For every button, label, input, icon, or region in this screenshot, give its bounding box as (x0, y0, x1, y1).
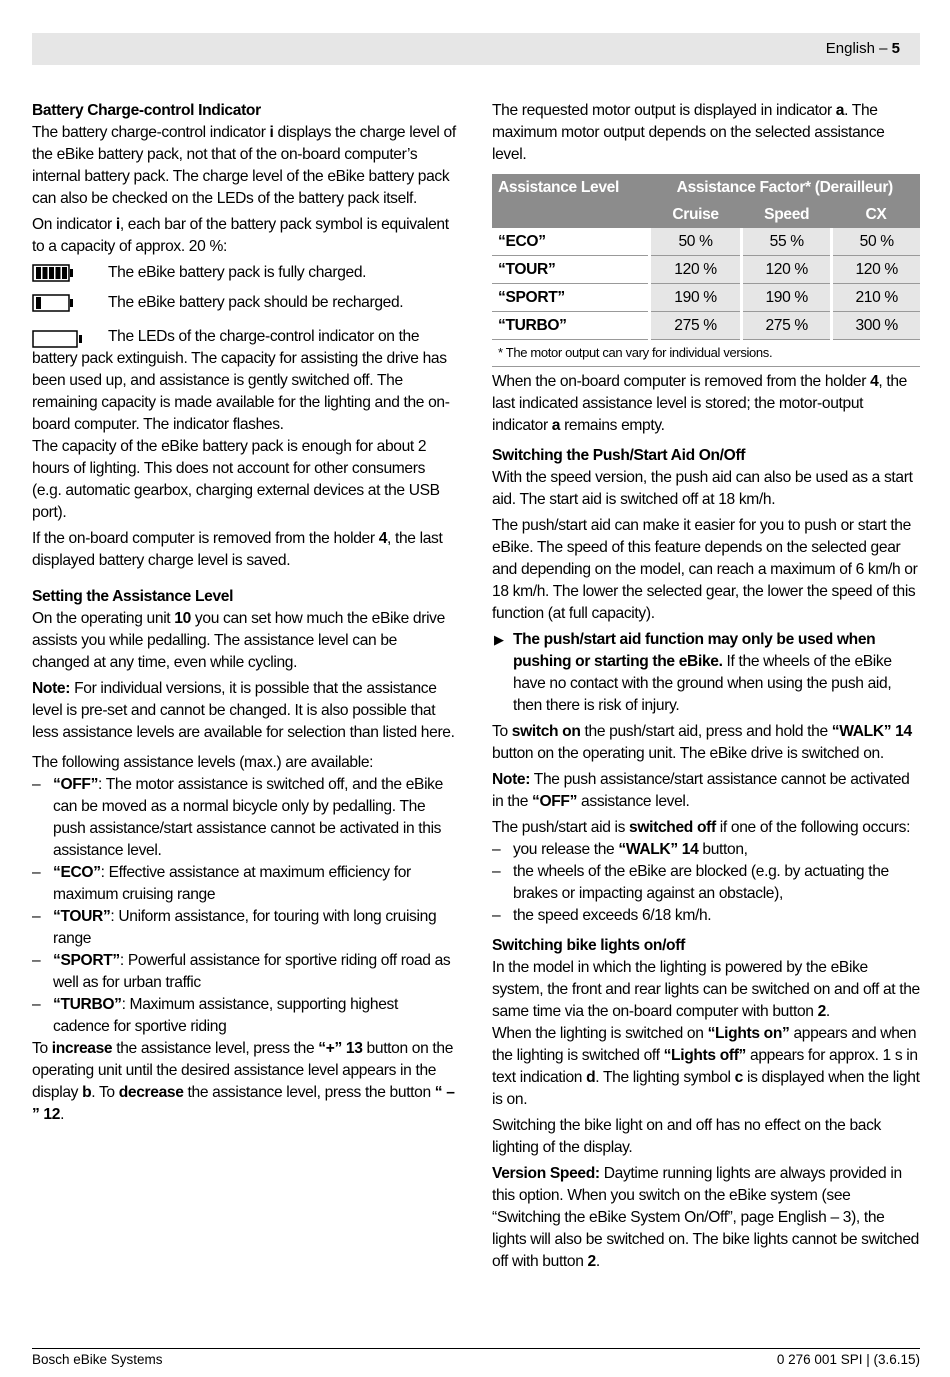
battery-full-icon (32, 264, 74, 282)
list-item: – “TOUR”: Uniform assistance, for touring with long cruising range (32, 906, 458, 950)
table-header-speed: Speed (742, 201, 832, 228)
removed-paragraph: When the on-board computer is removed from the holder 4, the last indicated assistance level is stored; the motor-output indicator a remains empty. (492, 373, 907, 434)
lights-paragraph: When the lighting is switched on “Lights on” appears and when the lighting is switched off “Lights off” appears for approx. 1 s in text indication d. The lighting symbol c is displayed when the light is on. (492, 1025, 920, 1108)
battery-empty-icon (32, 330, 86, 348)
battery-low-icon (32, 294, 74, 312)
table-row: “TURBO” 275 % 275 % 300 % (492, 312, 920, 340)
warning-item: ▶ The push/start aid function may only be used when pushing or starting the eBike. If the wheels of the eBike have no contact with the ground when using the push aid, then there is risk of injury. (494, 631, 892, 714)
list-item: – the wheels of the eBike are blocked (e.g. by actuating the brakes or impacting against an obstacle), (492, 861, 920, 905)
battery-full-text: The eBike battery pack is fully charged. (108, 264, 367, 281)
off-intro: The push/start aid is switched off if one of the following occurs: (492, 819, 911, 836)
push-heading: Switching the Push/Start Aid On/Off (492, 447, 746, 464)
battery-paragraph: On indicator i, each bar of the battery pack symbol is equivalent to a capacity of approx. 20 %: (32, 216, 449, 255)
footer-doc-id: 0 276 001 SPI | (3.6.15) (776, 1352, 920, 1367)
footer-brand: Bosch eBike Systems (32, 1352, 163, 1367)
table-footnote: * The motor output can vary for individual versions. (492, 340, 920, 367)
push-paragraph: With the speed version, the push aid can also be used as a start aid. The start aid is switched off at 18 km/h. (492, 469, 913, 508)
left-column (32, 100, 458, 1126)
table-row: “TOUR” 120 % 120 % 120 % (492, 256, 920, 284)
motor-paragraph: The requested motor output is displayed in indicator a. The maximum motor output depends on the selected assistance level. (492, 102, 885, 163)
list-item: – “SPORT”: Powerful assistance for sportive riding off road as well as for urban traffic (32, 950, 458, 994)
battery-heading: Battery Charge-control Indicator (32, 102, 261, 119)
list-item: – the speed exceeds 6/18 km/h. (492, 905, 920, 927)
right-column (492, 100, 920, 1273)
page-number: English – 5 (825, 40, 900, 57)
assist-increase: To increase the assistance level, press the “+” 13 button on the operating unit until the desired assistance level appears in the display b. To decrease the assistance level, press the button “ – ” 12. (32, 1040, 455, 1123)
list-item: – “ECO”: Effective assistance at maximum efficiency for maximum cruising range (32, 862, 458, 906)
lights-heading: Switching bike lights on/off (492, 937, 685, 954)
battery-paragraph: The capacity of the eBike battery pack is enough for about 2 hours of lighting. This does not account for other consumers (e.g. automatic gearbox, charging external devices at the USB port). (32, 438, 440, 521)
assistance-table (492, 174, 920, 340)
assist-intro: The following assistance levels (max.) are available: (32, 754, 374, 771)
battery-paragraph: If the on-board computer is removed from the holder 4, the last displayed battery charge level is saved. (32, 530, 443, 569)
assist-note: Note: For individual versions, it is possible that the assistance level is pre-set and cannot be changed. It is also possible that less assistance levels are available for selection than listed here. (32, 680, 455, 741)
lights-paragraph: Switching the bike light on and off has no effect on the back lighting of the display. (492, 1117, 881, 1156)
lights-paragraph: In the model in which the lighting is powered by the eBike system, the front and rear lights can be switched on and off at the same time via the on-board computer with button 2. (492, 959, 920, 1020)
battery-full-row (32, 262, 458, 288)
assist-heading: Setting the Assistance Level (32, 588, 234, 605)
table-row: “SPORT” 190 % 190 % 210 % (492, 284, 920, 312)
arrow-right-icon: ▶ (494, 632, 504, 647)
push-note: Note: The push assistance/start assistance cannot be activated in the “OFF” assistance level. (492, 771, 910, 810)
footer-divider (32, 1348, 920, 1349)
table-header-cx: CX (832, 201, 920, 228)
assist-paragraph: On the operating unit 10 you can set how much the eBike drive assists you while pedalling. The assistance level can be changed at any time, even while cycling. (32, 610, 445, 671)
assist-levels-list (32, 774, 458, 1038)
table-header-cruise: Cruise (650, 201, 742, 228)
battery-recharge-text: The eBike battery pack should be recharged. (108, 294, 404, 311)
battery-recharge-row (32, 292, 458, 318)
version-speed-paragraph: Version Speed: Daytime running lights are always provided in this option. When you switch on the eBike system (see “Switching the eBike System On/Off”, page English – 3), the lights will also be switched on. The bike lights cannot be switched off with button 2. (492, 1165, 919, 1270)
table-header-level: Assistance Level (492, 174, 650, 228)
list-item: – you release the “WALK” 14 button, (492, 839, 920, 861)
list-item: – “TURBO”: Maximum assistance, supporting highest cadence for sportive riding (32, 994, 458, 1038)
push-paragraph: The push/start aid can make it easier for you to push or start the eBike. The speed of this feature depends on the selected gear and depending on the model, can reach a maximum of 6 km/h or 18 km/h. The lower the selected gear, the lower the speed of this function (at full capacity). (492, 517, 918, 622)
off-list (492, 839, 920, 927)
battery-empty-text: The LEDs of the charge-control indicator on the battery pack extinguish. The capacity for assisting the drive has been used up, and assistance is gently switched off. The remaining capacity is made available for the lighting and the on-board computer. The indicator flashes. (32, 328, 450, 433)
table-row: “ECO” 50 % 55 % 50 % (492, 228, 920, 256)
battery-empty-row (32, 326, 458, 436)
battery-paragraph: The battery charge-control indicator i displays the charge level of the eBike battery pack, not that of the on-board computer’s internal battery pack. The charge level of the eBike battery pack can also be checked on the LEDs of the battery pack itself. (32, 124, 456, 207)
switch-on-paragraph: To switch on the push/start aid, press and hold the “WALK” 14 button on the operating unit. The eBike drive is switched on. (492, 723, 912, 762)
list-item: – “OFF”: The motor assistance is switched off, and the eBike can be moved as a normal bicycle only by pedalling. The push assistance/start assistance cannot be activated in this assistance level. (32, 774, 458, 862)
table-header-factor: Assistance Factor* (Derailleur) (650, 174, 920, 201)
page-header (32, 33, 920, 65)
